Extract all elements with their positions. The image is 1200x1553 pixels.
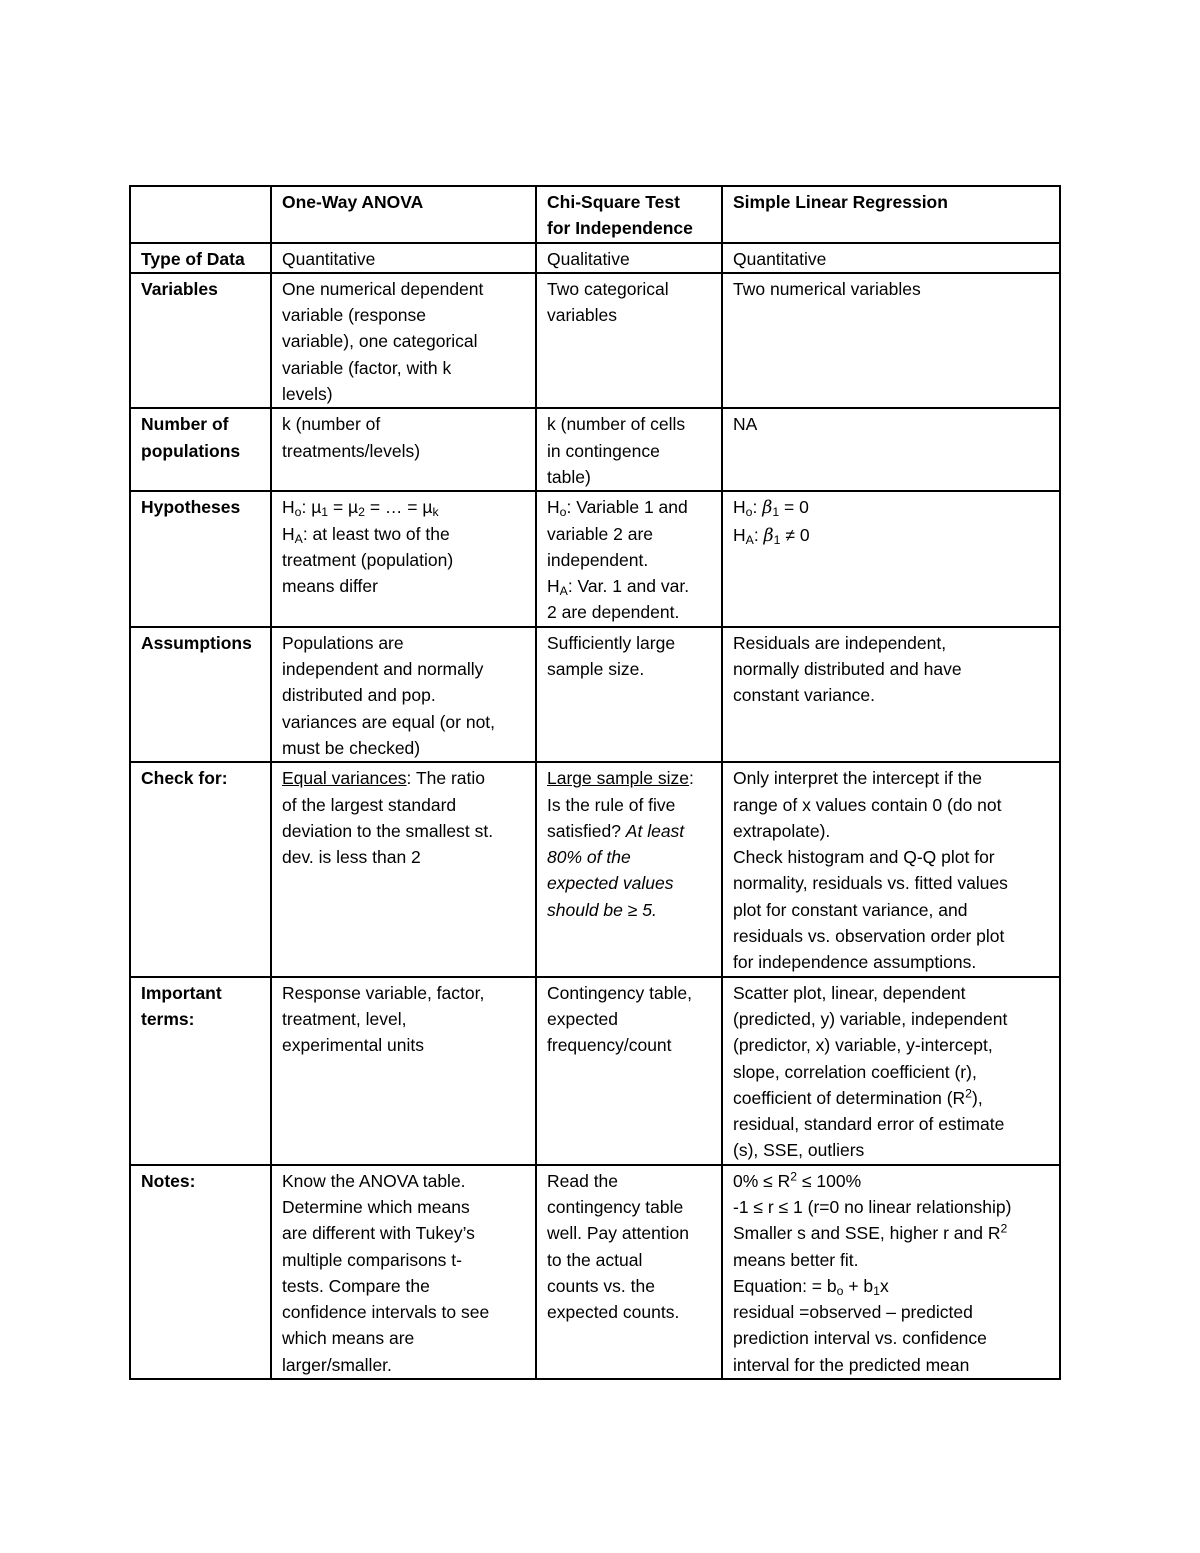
header-anova: One-Way ANOVA	[271, 186, 536, 243]
row-notes	[130, 1165, 1060, 1379]
row-assumptions	[130, 627, 1060, 762]
cell-slr: $0\% \le R^2 \le 100\%$ -1 ≤ r ≤ 1 (r=0 no linear relationship) Smaller s and SSE, higher r and $R^2$ means better fit. Equation: = $b_o + b_1x$ residual =observed – predicted prediction interval vs. confidence interval for the predicted mean	[722, 1165, 1060, 1379]
cell-slr: Only interpret the intercept if the range of x values contain 0 (do not extrapolate). Check histogram and Q-Q plot for normality, residuals vs. fitted values plot for constant variance, and residuals vs. observation order plot for independence assumptions.	[722, 762, 1060, 976]
cell-slr: Quantitative	[722, 243, 1060, 273]
cell-anova: Equal variances: The ratio of the largest standard deviation to the smallest st. dev. is less than 2	[271, 762, 536, 976]
cell-chi: Sufficiently large sample size.	[536, 627, 722, 762]
header-corner-cell	[130, 186, 271, 243]
cell-slr: Two numerical variables	[722, 273, 1060, 408]
row-label: Hypotheses	[130, 491, 271, 626]
slr-null-hypothesis: $H_o$: $\beta_1 = 0$	[733, 497, 809, 520]
statistics-comparison-table	[129, 185, 1061, 1380]
cell-anova: Response variable, factor, treatment, level, experimental units	[271, 977, 536, 1165]
row-number-of-populations	[130, 408, 1060, 491]
cell-anova: $H_o$: µ$_1$ = µ$_2$ = … = µ$_k$ $H_A$: at least two of the treatment (population) means differ	[271, 491, 536, 626]
cell-chi: Large sample size: Is the rule of five satisfied? At least 80% of the expected values should be ≥ 5.	[536, 762, 722, 976]
cell-slr: Residuals are independent, normally distributed and have constant variance.	[722, 627, 1060, 762]
row-check-for	[130, 762, 1060, 976]
large-sample-size-term: Large sample size	[547, 768, 690, 789]
anova-null-hypothesis: $H_o$: µ$_1$ = µ$_2$ = … = µ$_k$	[282, 497, 439, 520]
header-chi-square: Chi-Square Test for Independence	[536, 186, 722, 243]
cell-anova: Know the ANOVA table. Determine which means are different with Tukey’s multiple comparisons t- tests. Compare the confidence intervals to see which means are larger/smaller.	[271, 1165, 536, 1379]
anova-alt-hypothesis: $H_A$: at least two of the	[282, 523, 450, 546]
cell-chi: Read the contingency table well. Pay attention to the actual counts vs. the expected counts.	[536, 1165, 722, 1379]
cell-slr	[722, 491, 1060, 626]
slr-alt-hypothesis: $H_A$: $\beta_1 \ne 0$	[733, 524, 810, 547]
row-label: Assumptions	[130, 627, 271, 762]
chi-null-hypothesis: $H_o$: Variable 1 and	[547, 497, 688, 520]
cell-slr: Scatter plot, linear, dependent (predicted, y) variable, independent (predictor, x) variable, y-intercept, slope, correlation coefficient (r), coefficient of determination $(R^2)$, residual, standard error of estimate (s), SSE, outliers	[722, 977, 1060, 1165]
cell-slr: NA	[722, 408, 1060, 491]
row-label: Notes:	[130, 1165, 271, 1379]
row-label: Variables	[130, 273, 271, 408]
row-type-of-data	[130, 243, 1060, 273]
equal-variances-term: Equal variances	[282, 768, 407, 789]
row-label: Check for:	[130, 762, 271, 976]
row-label: Type of Data	[130, 243, 271, 273]
chi-alt-hypothesis: $H_A$: Var. 1 and var.	[547, 576, 690, 599]
cell-chi: $H_o$: Variable 1 and variable 2 are independent. $H_A$: Var. 1 and var. 2 are dependent.	[536, 491, 722, 626]
header-regression: Simple Linear Regression	[722, 186, 1060, 243]
row-label: Important terms:	[130, 977, 271, 1165]
cell-anova: k (number of treatments/levels)	[271, 408, 536, 491]
row-variables	[130, 273, 1060, 408]
cell-chi: Two categorical variables	[536, 273, 722, 408]
cell-anova: Quantitative	[271, 243, 536, 273]
cell-anova: One numerical dependent variable (response variable), one categorical variable (factor, with k levels)	[271, 273, 536, 408]
cell-chi: k (number of cells in contingence table)	[536, 408, 722, 491]
row-hypotheses	[130, 491, 1060, 626]
cell-chi: Qualitative	[536, 243, 722, 273]
row-label: Number of populations	[130, 408, 271, 491]
cell-anova: Populations are independent and normally distributed and pop. variances are equal (or not, must be checked)	[271, 627, 536, 762]
row-important-terms	[130, 977, 1060, 1165]
cell-chi: Contingency table, expected frequency/count	[536, 977, 722, 1165]
header-row	[130, 186, 1060, 243]
